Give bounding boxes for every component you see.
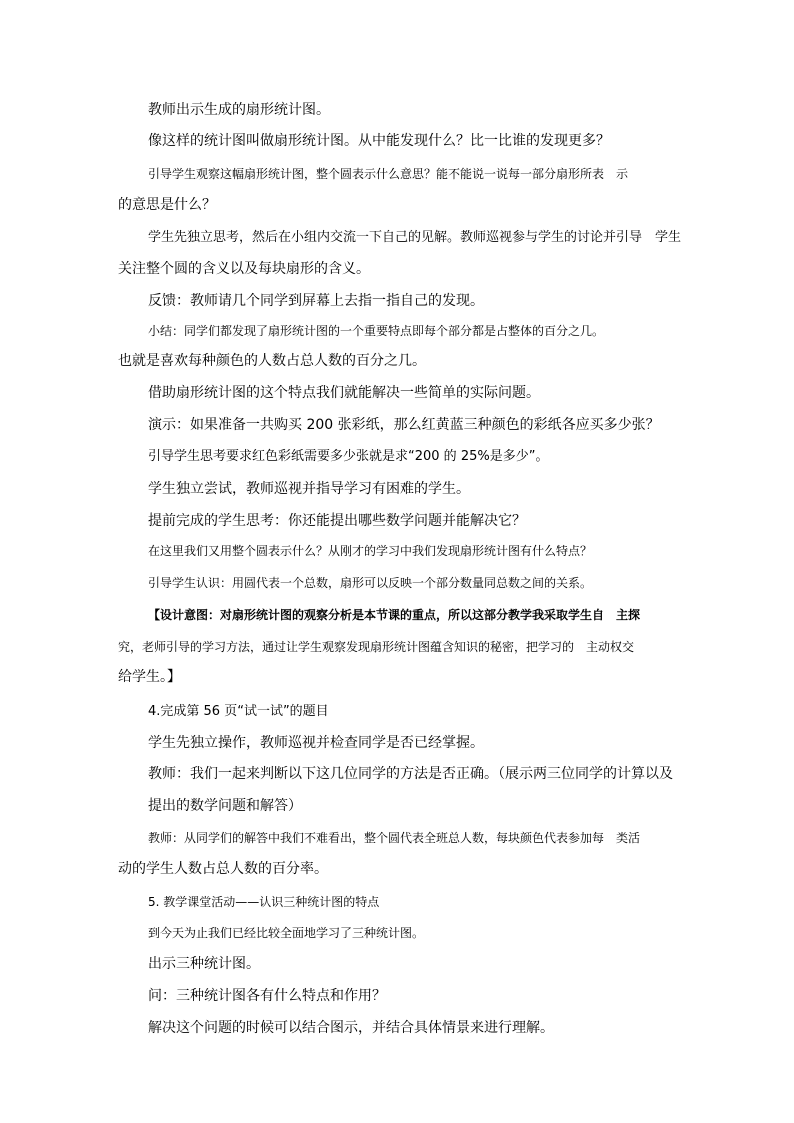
paragraph-line: 学生独立尝试，教师巡视并指导学习有困难的学生。	[148, 481, 470, 497]
paragraph-line: 引导学生思考要求红色彩纸需要多少张就是求“200 的 25%是多少”。	[148, 449, 549, 464]
paragraph-line: 关注整个圆的含义以及每块扇形的含义。	[118, 261, 370, 277]
paragraph-line: 教师：我们一起来判断以下这几位同学的方法是否正确。（展示两三位同学的计算以及	[148, 766, 673, 782]
paragraph-line: 学生先独立操作，教师巡视并检查同学是否已经掌握。	[148, 735, 484, 751]
paragraph-line: 教师出示生成的扇形统计图。	[148, 102, 330, 118]
paragraph-line: 反馈：教师请几个同学到屏幕上去指一指自己的发现。	[148, 293, 484, 309]
paragraph-line: 提出的数学问题和解答）	[148, 798, 302, 814]
design-intent-line: 给学生。】	[118, 669, 181, 685]
paragraph-line: 演示：如果准备一共购买 200 张彩纸，那么红黄蓝三种颜色的彩纸各应买多少张？	[148, 417, 660, 433]
paragraph-line: 教师：从同学们的解答中我们不难看出，整个圆代表全班总人数，每块颜色代表参加每 类活	[148, 831, 641, 845]
design-intent-line: 究，老师引导的学习方法，通过让学生观察发现扇形统计图蕴含知识的秘密，把学习的 主动权交	[118, 640, 635, 654]
paragraph-line: 解决这个问题的时候可以结合图示，并结合具体情景来进行理解。	[148, 1020, 554, 1036]
paragraph-line: 在这里我们又用整个圆表示什么？从刚才的学习中我们发现扇形统计图有什么特点？	[148, 544, 593, 558]
paragraph-line: 学生先独立思考，然后在小组内交流一下自己的见解。教师巡视参与学生的讨论并引导 学生	[148, 230, 682, 245]
paragraph-line: 引导学生观察这幅扇形统计图，整个圆表示什么意思？能不能说一说每一部分扇形所表 示	[148, 167, 629, 181]
paragraph-line: 提前完成的学生思考：你还能提出哪些数学问题并能解决它？	[148, 513, 526, 529]
paragraph-line: 引导学生认识：用圆代表一个总数，扇形可以反映一个部分数量同总数之间的关系。	[148, 576, 593, 590]
paragraph-line: 动的学生人数占总人数的百分率。	[118, 861, 328, 877]
paragraph-line: 出示三种统计图。	[148, 956, 260, 972]
paragraph-line: 像这样的统计图叫做扇形统计图。从中能发现什么？比一比谁的发现更多？	[148, 133, 610, 149]
paragraph-line: 借助扇形统计图的这个特点我们就能解决一些简单的实际问题。	[148, 385, 540, 401]
section-heading: 5. 教学课堂活动——认识三种统计图的特点	[148, 895, 380, 909]
paragraph-line: 问：三种统计图各有什么特点和作用？	[148, 988, 386, 1004]
design-intent-line: 【设计意图：对扇形统计图的观察分析是本节课的重点，所以这部分教学我采取学生自 主探	[148, 608, 641, 622]
section-heading: 4.完成第 56 页“试一试”的题目	[148, 704, 329, 719]
paragraph-line: 的意思是什么？	[118, 197, 216, 213]
paragraph-line: 小结：同学们都发现了扇形统计图的一个重要特点即每个部分都是占整体的百分之几。	[148, 324, 605, 338]
paragraph-line: 也就是喜欢每种颜色的人数占总人数的百分之几。	[118, 353, 426, 369]
paragraph-line: 到今天为止我们已经比较全面地学习了三种统计图。	[148, 926, 425, 940]
